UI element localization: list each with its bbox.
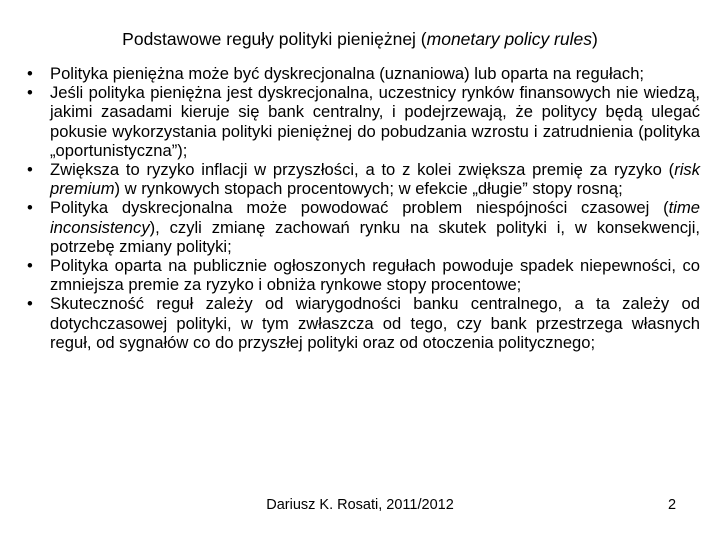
bullet-marker: •: [27, 64, 33, 83]
bullet-list: [25, 64, 700, 352]
bullet-text: Polityka pieniężna może być dyskrecjonalna (uznaniowa) lub oparta na regułach;: [50, 64, 645, 83]
bullet-item: [25, 198, 700, 256]
bullet-text: Skuteczność reguł zależy od wiarygodności banku centralnego, a ta zależy od dotychczasowej polityki, w tym zwłaszcza od tego, czy bank przestrzega własnych reguł, od sygnałów co do przyszłej polityki oraz od otoczenia politycznego;: [50, 294, 700, 352]
bullet-emphasis: time inconsistency: [50, 198, 700, 237]
bullet-marker: •: [27, 83, 33, 103]
bullet-text-end: ) w rynkowych stopach procentowych; w efekcie „długie” stopy rosną;: [114, 179, 623, 199]
bullet-item: [25, 83, 700, 160]
title-closing-text: ): [592, 29, 598, 49]
bullet-marker: •: [27, 294, 33, 314]
bullet-text: Polityka oparta na publicznie ogłoszonych regułach powoduje spadek niepewności, co zmniejsza premie za ryzyko i obniża rynkowe stopy procentowe;: [50, 256, 700, 295]
title-text: Podstawowe reguły polityki pieniężnej (: [122, 29, 427, 49]
bullet-item: [25, 64, 700, 83]
bullet-text: Jeśli polityka pieniężna jest dyskrecjonalna, uczestnicy rynków finansowych nie wiedzą, jakimi zasadami kieruje się bank centralny, i podejrzewają, że politycy będą ulegać pokusie wykorzystania polityki pieniężnej do pobudzania wzrostu i zatrudnienia (polityka „oportunistyczna”);: [50, 83, 700, 160]
bullet-text-end: ), czyli zmianę zachowań rynku na skutek polityki i, w konsekwencji, potrzebę zmiany polityki;: [50, 217, 700, 256]
title-italic-text: monetary policy rules: [426, 29, 592, 49]
bullet-marker: •: [27, 198, 33, 218]
bullet-marker: •: [27, 256, 33, 276]
bullet-item: [25, 160, 700, 198]
bullet-text: Polityka dyskrecjonalna może powodować problem niespójności czasowej (: [50, 198, 669, 218]
bullet-marker: •: [27, 160, 33, 180]
bullet-text: Zwiększa to ryzyko inflacji w przyszłości, a to z kolei zwiększa premię za ryzyko (: [50, 160, 675, 180]
footer-author: Dariusz K. Rosati, 2011/2012: [266, 497, 454, 513]
bullet-emphasis: risk premium: [50, 160, 700, 199]
page-number: 2: [668, 497, 677, 513]
slide-title: [0, 28, 720, 50]
bullet-item: [25, 256, 700, 294]
bullet-item: [25, 294, 700, 352]
